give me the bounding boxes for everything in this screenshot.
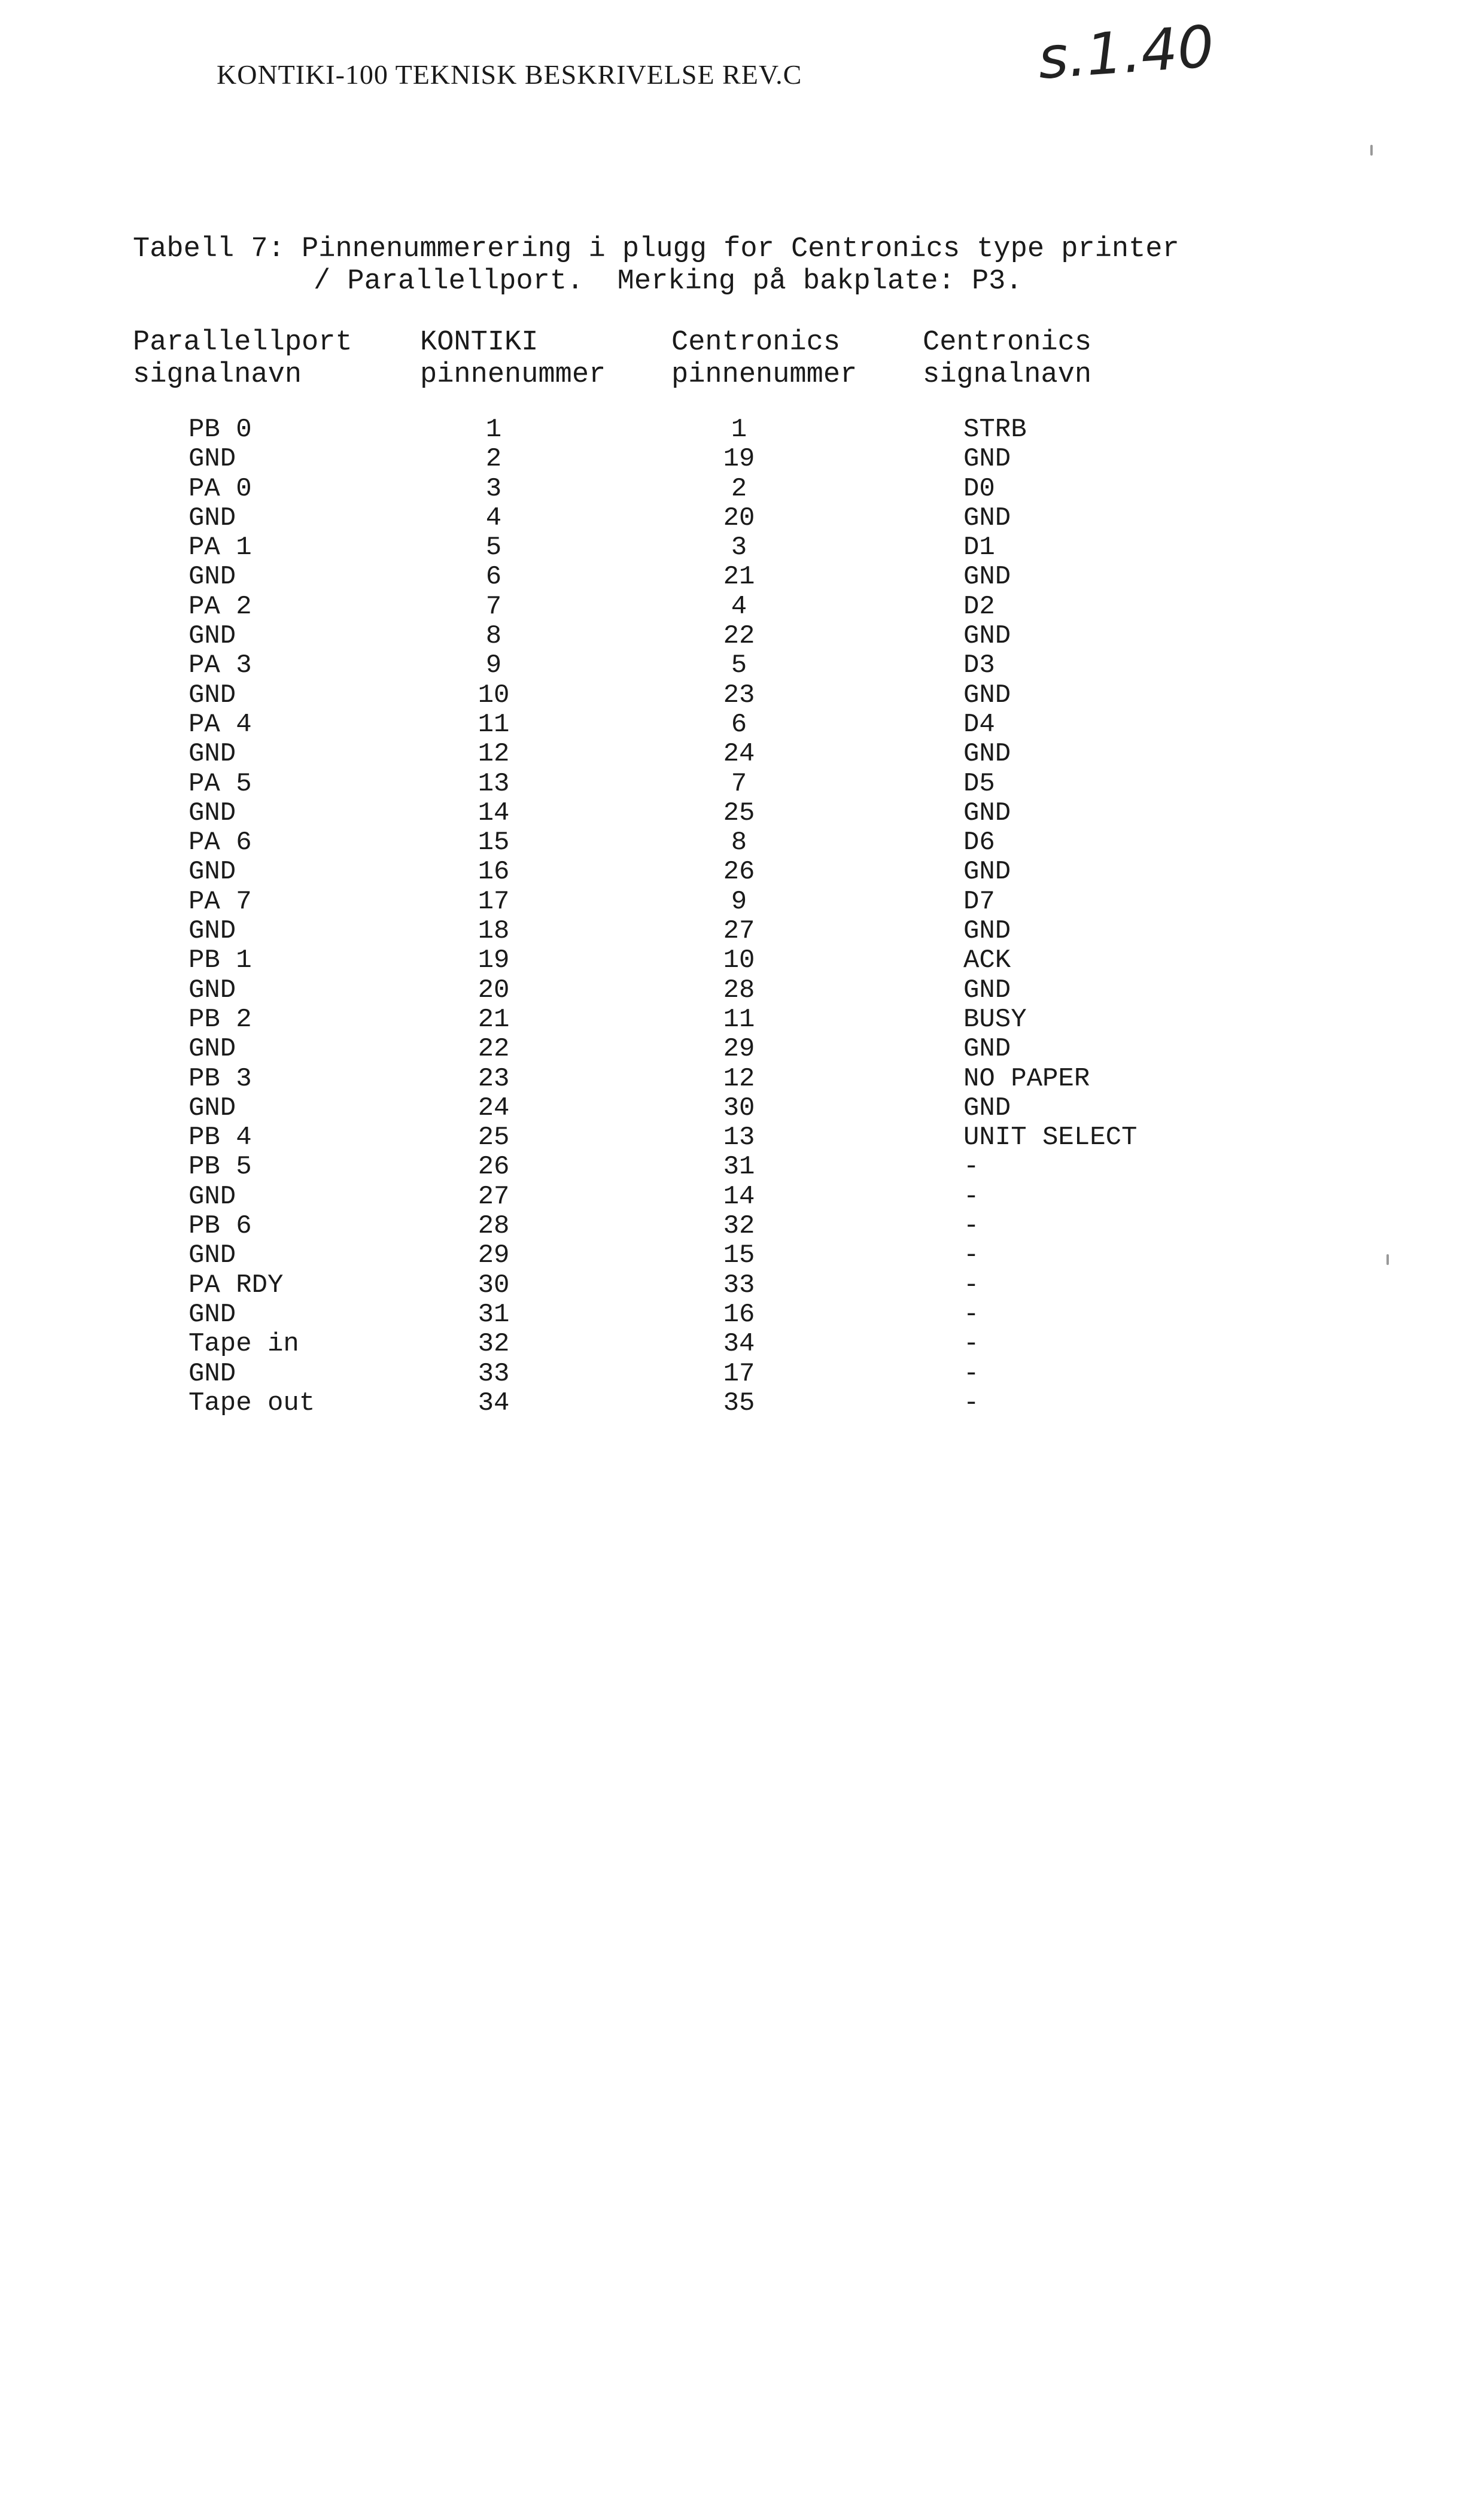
parallel-signal-cell: PB 3 [188, 1063, 252, 1094]
kontiki-pin-cell: 30 [478, 1270, 510, 1300]
centronics-signal-cell: BUSY [963, 1004, 1027, 1035]
centronics-signal-cell: D1 [963, 533, 995, 563]
kontiki-pin-cell: 9 [485, 650, 502, 681]
table-row [0, 1360, 1484, 1389]
parallel-signal-cell: PA 6 [188, 828, 252, 858]
kontiki-pin-cell: 25 [478, 1123, 510, 1153]
kontiki-pin-cell: 21 [478, 1004, 510, 1035]
table-row [0, 533, 1484, 562]
kontiki-pin-cell: 10 [478, 680, 510, 710]
kontiki-pin-cell: 18 [478, 916, 510, 947]
parallel-signal-cell: Tape out [188, 1388, 315, 1418]
centronics-pin-cell: 21 [723, 562, 755, 592]
column-header-line: Centronics [923, 327, 1092, 358]
centronics-signal-cell: GND [963, 798, 1011, 828]
centronics-pin-cell: 3 [731, 533, 747, 563]
table-row [0, 1241, 1484, 1270]
centronics-signal-cell: - [963, 1299, 980, 1330]
centronics-pin-cell: 2 [731, 473, 747, 504]
kontiki-pin-cell: 12 [478, 739, 510, 770]
centronics-pin-cell: 27 [723, 916, 755, 947]
centronics-signal-cell: D0 [963, 473, 995, 504]
parallel-signal-cell: GND [188, 503, 236, 533]
centronics-signal-cell: GND [963, 680, 1011, 710]
parallel-signal-cell: GND [188, 798, 236, 828]
table-row [0, 976, 1484, 1005]
centronics-signal-cell: GND [963, 621, 1011, 652]
kontiki-pin-cell: 4 [485, 503, 502, 533]
column-header-centronics-signal [923, 327, 1091, 391]
kontiki-pin-cell: 1 [485, 415, 502, 445]
centronics-pin-cell: 25 [723, 798, 755, 828]
kontiki-pin-cell: 17 [478, 886, 510, 917]
centronics-signal-cell: NO PAPER [963, 1063, 1090, 1094]
centronics-pin-cell: 11 [723, 1004, 755, 1035]
centronics-signal-cell: GND [963, 503, 1011, 533]
parallel-signal-cell: GND [188, 1240, 236, 1271]
table-row [0, 946, 1484, 975]
parallel-signal-cell: PB 1 [188, 945, 252, 976]
centronics-signal-cell: D3 [963, 650, 995, 681]
table-row [0, 917, 1484, 946]
centronics-pin-cell: 22 [723, 621, 755, 652]
column-header-line: pinnenummer [420, 359, 606, 391]
parallel-signal-cell: GND [188, 562, 236, 592]
centronics-pin-cell: 14 [723, 1181, 755, 1212]
column-header-line: signalnavn [133, 359, 302, 391]
centronics-signal-cell: - [963, 1211, 980, 1242]
table-row [0, 1065, 1484, 1094]
centronics-pin-cell: 7 [731, 768, 747, 799]
kontiki-pin-cell: 34 [478, 1388, 510, 1418]
table-row [0, 740, 1484, 769]
centronics-pin-cell: 35 [723, 1388, 755, 1418]
centronics-pin-cell: 29 [723, 1034, 755, 1065]
centronics-pin-cell: 15 [723, 1240, 755, 1271]
table-row [0, 445, 1484, 474]
parallel-signal-cell: PA 1 [188, 533, 252, 563]
parallel-signal-cell: GND [188, 1034, 236, 1065]
centronics-signal-cell: - [963, 1152, 980, 1182]
document-header-title: KONTIKI-100 TEKNISK BESKRIVELSE REV.C [217, 59, 802, 90]
table-row [0, 1035, 1484, 1064]
column-header-centronics-pin [671, 327, 857, 391]
kontiki-pin-cell: 15 [478, 828, 510, 858]
table-row [0, 1271, 1484, 1300]
kontiki-pin-cell: 11 [478, 709, 510, 740]
table-row [0, 504, 1484, 533]
table-row [0, 710, 1484, 740]
centronics-pin-cell: 10 [723, 945, 755, 976]
scan-speck [1370, 145, 1373, 156]
centronics-signal-cell: - [963, 1270, 980, 1300]
centronics-signal-cell: GND [963, 739, 1011, 770]
parallel-signal-cell: GND [188, 444, 236, 475]
parallel-signal-cell: GND [188, 621, 236, 652]
parallel-signal-cell: PB 4 [188, 1123, 252, 1153]
table-row [0, 475, 1484, 504]
parallel-signal-cell: PA RDY [188, 1270, 284, 1300]
centronics-pin-cell: 8 [731, 828, 747, 858]
centronics-pin-cell: 17 [723, 1358, 755, 1389]
kontiki-pin-cell: 3 [485, 473, 502, 504]
handwritten-page-number: s.1.40 [1036, 13, 1217, 92]
centronics-pin-cell: 6 [731, 709, 747, 740]
centronics-pin-cell: 20 [723, 503, 755, 533]
parallel-signal-cell: PB 5 [188, 1152, 252, 1182]
parallel-signal-cell: PA 4 [188, 709, 252, 740]
centronics-pin-cell: 31 [723, 1152, 755, 1182]
kontiki-pin-cell: 32 [478, 1329, 510, 1360]
kontiki-pin-cell: 27 [478, 1181, 510, 1212]
kontiki-pin-cell: 16 [478, 857, 510, 887]
column-header-line: Parallellport [133, 327, 352, 358]
table-row [0, 681, 1484, 710]
centronics-pin-cell: 9 [731, 886, 747, 917]
centronics-signal-cell: GND [963, 975, 1011, 1005]
table-row [0, 1330, 1484, 1359]
parallel-signal-cell: PA 2 [188, 591, 252, 622]
parallel-signal-cell: GND [188, 1299, 236, 1330]
kontiki-pin-cell: 24 [478, 1093, 510, 1123]
parallel-signal-cell: GND [188, 916, 236, 947]
kontiki-pin-cell: 29 [478, 1240, 510, 1271]
table-row [0, 415, 1484, 445]
centronics-signal-cell: STRB [963, 415, 1027, 445]
centronics-signal-cell: GND [963, 916, 1011, 947]
parallel-signal-cell: PA 5 [188, 768, 252, 799]
table-row [0, 1300, 1484, 1330]
centronics-pin-cell: 4 [731, 591, 747, 622]
centronics-pin-cell: 19 [723, 444, 755, 475]
centronics-signal-cell: GND [963, 857, 1011, 887]
parallel-signal-cell: GND [188, 1181, 236, 1212]
centronics-pin-cell: 23 [723, 680, 755, 710]
table-row [0, 857, 1484, 887]
kontiki-pin-cell: 13 [478, 768, 510, 799]
parallel-signal-cell: GND [188, 857, 236, 887]
table-row [0, 562, 1484, 592]
table-row [0, 1212, 1484, 1241]
parallel-signal-cell: PA 7 [188, 886, 252, 917]
centronics-pin-cell: 30 [723, 1093, 755, 1123]
parallel-signal-cell: PB 0 [188, 415, 252, 445]
column-header-line: pinnenummer [671, 359, 857, 391]
parallel-signal-cell: PB 6 [188, 1211, 252, 1242]
column-header-parallel-signal [133, 327, 352, 391]
scan-speck [1386, 1254, 1389, 1265]
centronics-signal-cell: - [963, 1329, 980, 1360]
kontiki-pin-cell: 31 [478, 1299, 510, 1330]
centronics-pin-cell: 28 [723, 975, 755, 1005]
column-header-line: KONTIKI [420, 327, 539, 358]
centronics-pin-cell: 32 [723, 1211, 755, 1242]
column-header-kontiki-pin [420, 327, 606, 391]
parallel-signal-cell: GND [188, 975, 236, 1005]
table-row [0, 651, 1484, 680]
table-row [0, 1094, 1484, 1123]
centronics-signal-cell: GND [963, 562, 1011, 592]
table-row [0, 1123, 1484, 1152]
table-row [0, 770, 1484, 799]
parallel-signal-cell: GND [188, 1093, 236, 1123]
table-row [0, 622, 1484, 651]
centronics-pin-cell: 26 [723, 857, 755, 887]
centronics-signal-cell: - [963, 1240, 980, 1271]
centronics-signal-cell: D7 [963, 886, 995, 917]
kontiki-pin-cell: 7 [485, 591, 502, 622]
table-row [0, 887, 1484, 917]
kontiki-pin-cell: 5 [485, 533, 502, 563]
centronics-signal-cell: D2 [963, 591, 995, 622]
centronics-signal-cell: D4 [963, 709, 995, 740]
kontiki-pin-cell: 28 [478, 1211, 510, 1242]
centronics-pin-cell: 24 [723, 739, 755, 770]
table-row [0, 1389, 1484, 1418]
table-row [0, 799, 1484, 828]
pin-mapping-table [0, 415, 1484, 1418]
kontiki-pin-cell: 2 [485, 444, 502, 475]
table-row [0, 1005, 1484, 1035]
centronics-pin-cell: 5 [731, 650, 747, 681]
centronics-signal-cell: GND [963, 1034, 1011, 1065]
centronics-signal-cell: - [963, 1358, 980, 1389]
caption-line-1: Tabell 7: Pinnenummerering i plugg for Centronics type printer [133, 233, 1179, 265]
kontiki-pin-cell: 19 [478, 945, 510, 976]
kontiki-pin-cell: 23 [478, 1063, 510, 1094]
caption-line-2: / Parallellport. Merking på bakplate: P3. [314, 266, 1023, 297]
table-row [0, 592, 1484, 622]
kontiki-pin-cell: 22 [478, 1034, 510, 1065]
parallel-signal-cell: GND [188, 739, 236, 770]
centronics-pin-cell: 33 [723, 1270, 755, 1300]
centronics-signal-cell: D5 [963, 768, 995, 799]
column-header-line: Centronics [671, 327, 841, 358]
kontiki-pin-cell: 33 [478, 1358, 510, 1389]
table-row [0, 828, 1484, 857]
kontiki-pin-cell: 20 [478, 975, 510, 1005]
table-row [0, 1182, 1484, 1212]
centronics-signal-cell: D6 [963, 828, 995, 858]
parallel-signal-cell: Tape in [188, 1329, 299, 1360]
table-row [0, 1152, 1484, 1182]
centronics-signal-cell: - [963, 1181, 980, 1212]
kontiki-pin-cell: 26 [478, 1152, 510, 1182]
centronics-signal-cell: GND [963, 1093, 1011, 1123]
centronics-signal-cell: UNIT SELECT [963, 1123, 1138, 1153]
centronics-pin-cell: 12 [723, 1063, 755, 1094]
centronics-signal-cell: GND [963, 444, 1011, 475]
kontiki-pin-cell: 6 [485, 562, 502, 592]
table-caption [133, 233, 1179, 298]
centronics-signal-cell: ACK [963, 945, 1011, 976]
centronics-pin-cell: 34 [723, 1329, 755, 1360]
centronics-pin-cell: 13 [723, 1123, 755, 1153]
parallel-signal-cell: PA 0 [188, 473, 252, 504]
centronics-signal-cell: - [963, 1388, 980, 1418]
parallel-signal-cell: PB 2 [188, 1004, 252, 1035]
parallel-signal-cell: GND [188, 680, 236, 710]
kontiki-pin-cell: 14 [478, 798, 510, 828]
column-header-line: signalnavn [923, 359, 1092, 391]
kontiki-pin-cell: 8 [485, 621, 502, 652]
parallel-signal-cell: PA 3 [188, 650, 252, 681]
centronics-pin-cell: 16 [723, 1299, 755, 1330]
parallel-signal-cell: GND [188, 1358, 236, 1389]
centronics-pin-cell: 1 [731, 415, 747, 445]
